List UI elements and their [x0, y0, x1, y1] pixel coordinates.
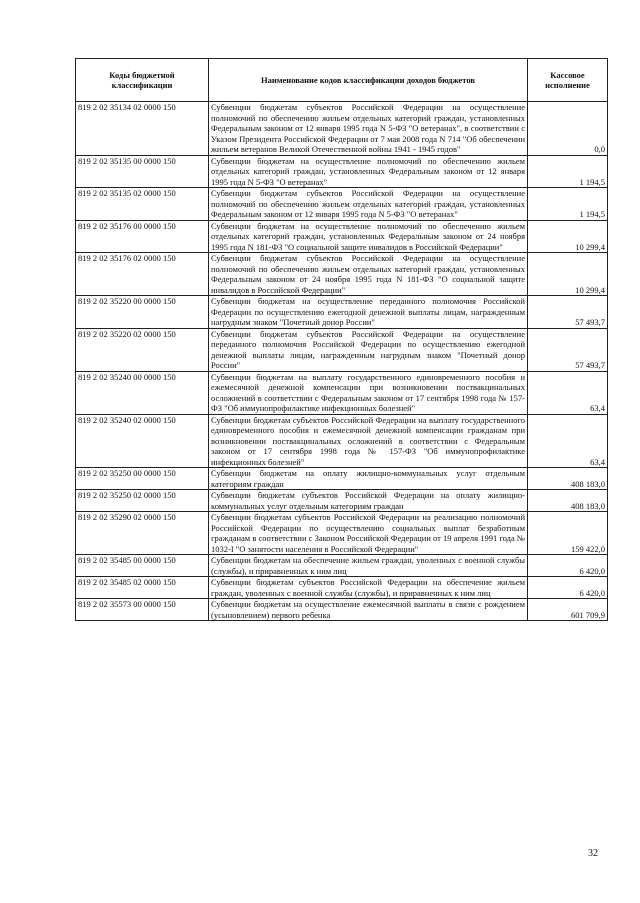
code-description: Субвенции бюджетам на осуществление переданного полномочия Российской Федерации по осуществлению ежегодной денежной выплаты лицам, награжденным нагрудным знаком "Почетный донор России": [209, 296, 528, 329]
table-row: [76, 490, 608, 512]
code-description: Субвенции бюджетам на обеспечение жильем граждан, уволенных с военной службы (службы), и приравненных к ним лиц: [209, 555, 528, 577]
table-row: [76, 512, 608, 555]
code-description: Субвенции бюджетам субъектов Российской Федерации на выплату государственного единовременного пособия и ежемесячной денежной компенсации гражданам при возникновении поствакцинальных осложнений в соответствии с Федеральным законом от 17 сентября 1998 года № 157-ФЗ "Об иммунопрофилактике инфекционных болезней": [209, 414, 528, 468]
cash-execution-amount: 408 183,0: [528, 490, 608, 512]
budget-code: 819 2 02 35240 00 0000 150: [76, 371, 209, 414]
cash-execution-amount: 408 183,0: [528, 468, 608, 490]
code-description: Субвенции бюджетам субъектов Российской Федерации на оплату жилищно-коммунальных услуг отдельным категориям граждан: [209, 490, 528, 512]
code-description: Субвенции бюджетам субъектов Российской Федерации на обеспечение жильем граждан, уволенных с военной службы (службы), и приравненных к ним лиц: [209, 577, 528, 599]
header-name: Наименование кодов классификации доходов бюджетов: [209, 59, 528, 102]
code-description: Субвенции бюджетам на осуществление ежемесячной выплаты в связи с рождением (усыновлением) первого ребенка: [209, 599, 528, 621]
budget-revenue-table: [75, 58, 608, 621]
cash-execution-amount: 10 299,4: [528, 220, 608, 253]
cash-execution-amount: 601 709,9: [528, 599, 608, 621]
table-row: [76, 577, 608, 599]
table-row: [76, 253, 608, 296]
budget-code: 819 2 02 35240 02 0000 150: [76, 414, 209, 468]
budget-code: 819 2 02 35134 02 0000 150: [76, 102, 209, 156]
table-row: [76, 155, 608, 188]
budget-code: 819 2 02 35220 00 0000 150: [76, 296, 209, 329]
cash-execution-amount: 57 493,7: [528, 328, 608, 371]
budget-code: 819 2 02 35485 00 0000 150: [76, 555, 209, 577]
code-description: Субвенции бюджетам на выплату государственного единовременного пособия и ежемесячной денежной компенсации при возникновении поствакцинальных осложнений в соответствии с Федеральным законом от 17 сентября 1998 года № 157-ФЗ "Об иммунопрофилактике инфекционных болезней": [209, 371, 528, 414]
code-description: Субвенции бюджетам на осуществление полномочий по обеспечению жильем отдельных категорий граждан, установленных Федеральным законом от 12 января 1995 года N 5-ФЗ "О ветеранах": [209, 155, 528, 188]
cash-execution-amount: 1 194,5: [528, 188, 608, 221]
code-description: Субвенции бюджетам субъектов Российской Федерации на осуществление полномочий по обеспечению жильем отдельных категорий граждан, установленных Федеральным законом от 24 ноября 1995 года N 181-ФЗ "О социальной защите инвалидов в Российской Федерации": [209, 253, 528, 296]
budget-code: 819 2 02 35176 02 0000 150: [76, 253, 209, 296]
table-row: [76, 220, 608, 253]
table-header-row: [76, 59, 608, 102]
code-description: Субвенции бюджетам субъектов Российской Федерации на осуществление полномочий по обеспечению жильем отдельных категорий граждан, установленных Федеральным законом от 12 января 1995 года N 5-ФЗ "О ветеранах": [209, 188, 528, 221]
cash-execution-amount: 1 194,5: [528, 155, 608, 188]
budget-code: 819 2 02 35176 00 0000 150: [76, 220, 209, 253]
table-row: [76, 102, 608, 156]
budget-code: 819 2 02 35135 00 0000 150: [76, 155, 209, 188]
cash-execution-amount: 6 420,0: [528, 555, 608, 577]
table-row: [76, 328, 608, 371]
budget-code: 819 2 02 35250 02 0000 150: [76, 490, 209, 512]
budget-code: 819 2 02 35135 02 0000 150: [76, 188, 209, 221]
header-amount: Кассовое исполнение: [528, 59, 608, 102]
cash-execution-amount: 10 299,4: [528, 253, 608, 296]
cash-execution-amount: 6 420,0: [528, 577, 608, 599]
cash-execution-amount: 159 422,0: [528, 512, 608, 555]
code-description: Субвенции бюджетам субъектов Российской Федерации на реализацию полномочий Российской Федерации по осуществлению социальных выплат безработным гражданам в соответствии с Законом Российской Федерации от 19 апреля 1991 года № 1032-I "О занятости населения в Российской Федерации": [209, 512, 528, 555]
code-description: Субвенции бюджетам на осуществление полномочий по обеспечению жильем отдельных категорий граждан, установленных Федеральным законом от 24 ноября 1995 года N 181-ФЗ "О социальной защите инвалидов в Российской Федерации": [209, 220, 528, 253]
table-row: [76, 296, 608, 329]
table-row: [76, 414, 608, 468]
table-row: [76, 468, 608, 490]
cash-execution-amount: 63,4: [528, 371, 608, 414]
table-row: [76, 555, 608, 577]
table-row: [76, 599, 608, 621]
code-description: Субвенции бюджетам на оплату жилищно-коммунальных услуг отдельным категориям граждан: [209, 468, 528, 490]
budget-code: 819 2 02 35250 00 0000 150: [76, 468, 209, 490]
budget-code: 819 2 02 35573 00 0000 150: [76, 599, 209, 621]
budget-code: 819 2 02 35290 02 0000 150: [76, 512, 209, 555]
budget-code: 819 2 02 35220 02 0000 150: [76, 328, 209, 371]
cash-execution-amount: 57 493,7: [528, 296, 608, 329]
code-description: Субвенции бюджетам субъектов Российской Федерации на осуществление полномочий по обеспечению жильем отдельных категорий граждан, установленных Федеральным законом от 12 января 1995 года N 5-ФЗ "О ветеранах", в соответствии с Указом Президента Российской Федерации от 7 мая 2008 года N 714 "Об обеспечении жильем ветеранов Великой Отечественной войны 1941 - 1945 годов": [209, 102, 528, 156]
cash-execution-amount: 63,4: [528, 414, 608, 468]
table-row: [76, 371, 608, 414]
page-number: 32: [588, 848, 598, 859]
header-code: Коды бюджетной классификации: [76, 59, 209, 102]
budget-code: 819 2 02 35485 02 0000 150: [76, 577, 209, 599]
table-row: [76, 188, 608, 221]
code-description: Субвенции бюджетам субъектов Российской Федерации на осуществление переданного полномочия Российской Федерации по осуществлению ежегодной денежной выплаты лицам, награжденным нагрудным знаком "Почетный донор России": [209, 328, 528, 371]
cash-execution-amount: 0,0: [528, 102, 608, 156]
